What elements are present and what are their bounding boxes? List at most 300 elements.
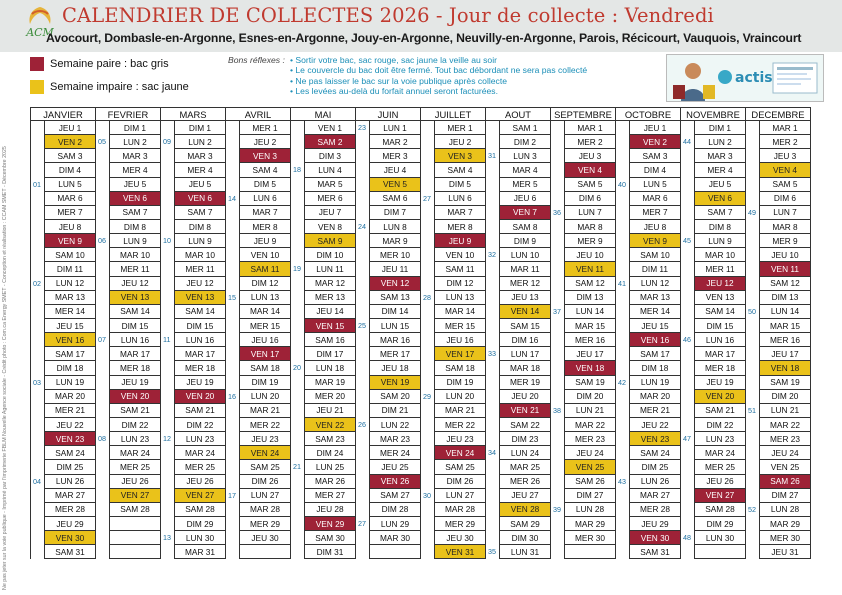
day-cell: SAM 5 (565, 177, 616, 191)
week-cell (486, 121, 500, 135)
day-cell: SAM 28 (110, 502, 161, 516)
day-cell: JEU 19 (175, 375, 226, 389)
collection-day-even: VEN 15 (305, 318, 356, 332)
day-cell: SAM 23 (305, 432, 356, 446)
day-cell: JEU 22 (45, 417, 96, 431)
month-header: MAI (291, 108, 356, 121)
day-cell: MER 7 (630, 205, 681, 219)
collection-day-even: VEN 4 (565, 163, 616, 177)
week-cell (421, 205, 435, 219)
week-cell (291, 502, 305, 516)
week-cell (681, 262, 695, 276)
week-cell (486, 361, 500, 375)
day-cell: LUN 21 (565, 403, 616, 417)
week-cell (226, 135, 240, 149)
legend-odd-swatch (30, 80, 44, 94)
day-cell: MAR 16 (370, 333, 421, 347)
week-cell (616, 149, 630, 163)
week-cell (356, 149, 370, 163)
week-cell (681, 502, 695, 516)
day-cell: LUN 23 (695, 432, 746, 446)
day-cell: SAM 14 (175, 304, 226, 318)
week-cell (486, 318, 500, 332)
calendar-row (31, 135, 811, 149)
collection-day-even: JEU 9 (435, 234, 486, 248)
week-cell (96, 516, 110, 530)
day-cell: SAM 28 (175, 502, 226, 516)
week-cell (226, 545, 240, 559)
calendar-row (31, 205, 811, 219)
week-cell (421, 304, 435, 318)
day-cell: LUN 26 (630, 474, 681, 488)
week-cell (421, 149, 435, 163)
collection-day-odd: VEN 17 (435, 347, 486, 361)
week-cell (161, 347, 175, 361)
week-number: 46 (681, 333, 695, 347)
week-cell (486, 403, 500, 417)
week-cell (356, 135, 370, 149)
calendar-row (31, 474, 811, 488)
week-cell (421, 417, 435, 431)
day-cell: LUN 4 (305, 163, 356, 177)
week-cell (291, 403, 305, 417)
day-cell: MAR 13 (630, 290, 681, 304)
week-cell (291, 205, 305, 219)
week-cell (616, 417, 630, 431)
week-cell (31, 290, 45, 304)
week-cell (161, 304, 175, 318)
day-cell: MER 27 (305, 488, 356, 502)
calendar-row (31, 446, 811, 460)
week-cell (551, 135, 565, 149)
day-cell: DIM 5 (240, 177, 291, 191)
logo-text: ACM (26, 26, 54, 39)
day-cell: JEU 2 (435, 135, 486, 149)
collection-day-even: VEN 30 (630, 531, 681, 545)
day-cell: MAR 21 (240, 403, 291, 417)
day-cell: MAR 29 (760, 516, 811, 530)
day-cell: MAR 24 (695, 446, 746, 460)
week-cell (31, 219, 45, 233)
week-cell (421, 248, 435, 262)
day-cell: SAM 4 (435, 163, 486, 177)
collection-day-odd: VEN 30 (45, 531, 96, 545)
day-cell: JEU 16 (240, 333, 291, 347)
week-cell (421, 545, 435, 559)
week-cell (421, 474, 435, 488)
week-number: 45 (681, 234, 695, 248)
collection-day-odd: VEN 20 (695, 389, 746, 403)
week-cell (486, 135, 500, 149)
week-cell (746, 135, 760, 149)
day-cell: DIM 18 (45, 361, 96, 375)
week-cell (96, 262, 110, 276)
collection-day-even: VEN 12 (370, 276, 421, 290)
day-cell: MAR 8 (760, 219, 811, 233)
week-cell (421, 318, 435, 332)
day-cell: SAM 12 (565, 276, 616, 290)
day-cell: MER 14 (630, 304, 681, 318)
week-cell (356, 290, 370, 304)
week-cell (746, 531, 760, 545)
week-cell (486, 474, 500, 488)
day-cell: JEU 10 (565, 248, 616, 262)
week-cell (96, 219, 110, 233)
day-cell: SAM 19 (565, 375, 616, 389)
week-cell (96, 149, 110, 163)
week-cell (616, 460, 630, 474)
day-cell: LUN 7 (760, 205, 811, 219)
calendar-row (31, 417, 811, 431)
day-cell: DIM 6 (565, 191, 616, 205)
week-cell (421, 333, 435, 347)
week-cell (616, 191, 630, 205)
week-cell (421, 516, 435, 530)
week-cell (96, 545, 110, 559)
day-cell: LUN 30 (175, 531, 226, 545)
week-cell (291, 347, 305, 361)
day-cell: DIM 15 (695, 318, 746, 332)
collection-day-even: VEN 29 (305, 516, 356, 530)
week-cell (616, 545, 630, 559)
calendar-row (31, 545, 811, 559)
week-cell (616, 304, 630, 318)
week-number: 25 (356, 318, 370, 332)
week-cell (746, 262, 760, 276)
day-cell: MER 8 (435, 219, 486, 233)
day-cell: VEN 10 (435, 248, 486, 262)
day-cell: MER 14 (45, 304, 96, 318)
day-cell: MER 21 (45, 403, 96, 417)
week-cell (161, 502, 175, 516)
week-cell (96, 304, 110, 318)
week-cell (486, 502, 500, 516)
week-cell (291, 531, 305, 545)
week-cell (226, 333, 240, 347)
week-cell (31, 389, 45, 403)
day-cell: MAR 17 (175, 347, 226, 361)
day-cell: MER 18 (110, 361, 161, 375)
day-cell: DIM 4 (45, 163, 96, 177)
week-cell (681, 177, 695, 191)
day-cell: MAR 5 (305, 177, 356, 191)
day-cell: MER 9 (565, 234, 616, 248)
day-cell: JEU 26 (695, 474, 746, 488)
collection-day-odd: VEN 31 (435, 545, 486, 559)
week-cell (551, 474, 565, 488)
week-cell (96, 290, 110, 304)
week-cell (356, 375, 370, 389)
week-number: 34 (486, 446, 500, 460)
collection-day-odd: VEN 18 (760, 361, 811, 375)
day-cell: LUN 23 (110, 432, 161, 446)
week-cell (356, 474, 370, 488)
calendar-row (31, 149, 811, 163)
week-cell (616, 262, 630, 276)
day-cell: MAR 31 (175, 545, 226, 559)
week-cell (681, 474, 695, 488)
day-cell: DIM 22 (175, 417, 226, 431)
week-cell (616, 333, 630, 347)
day-cell: JEU 15 (630, 318, 681, 332)
day-cell: MAR 22 (565, 417, 616, 431)
day-cell: DIM 13 (760, 290, 811, 304)
week-cell (161, 375, 175, 389)
day-cell: DIM 19 (240, 375, 291, 389)
week-cell (226, 446, 240, 460)
week-number: 03 (31, 375, 45, 389)
week-cell (96, 375, 110, 389)
month-header: AVRIL (226, 108, 291, 121)
week-cell (356, 432, 370, 446)
day-cell: MER 18 (695, 361, 746, 375)
day-cell: DIM 29 (175, 516, 226, 530)
week-cell (96, 389, 110, 403)
week-cell (31, 446, 45, 460)
week-cell (616, 219, 630, 233)
empty-cell (695, 545, 746, 559)
week-cell (96, 361, 110, 375)
week-cell (96, 276, 110, 290)
collection-day-even: VEN 9 (45, 234, 96, 248)
week-cell (551, 432, 565, 446)
week-cell (681, 304, 695, 318)
week-number: 11 (161, 333, 175, 347)
day-cell: MAR 26 (305, 474, 356, 488)
week-cell (486, 262, 500, 276)
day-cell: LUN 16 (110, 333, 161, 347)
week-cell (161, 121, 175, 135)
week-cell (291, 318, 305, 332)
day-cell: MER 8 (240, 219, 291, 233)
month-header: JUIN (356, 108, 421, 121)
collection-day-odd: VEN 6 (695, 191, 746, 205)
day-cell: SAM 8 (500, 219, 551, 233)
day-cell: DIM 20 (565, 389, 616, 403)
week-cell (31, 502, 45, 516)
week-cell (551, 389, 565, 403)
week-cell (31, 318, 45, 332)
day-cell: DIM 11 (630, 262, 681, 276)
day-cell: MER 11 (110, 262, 161, 276)
day-cell: JEU 7 (305, 205, 356, 219)
day-cell: SAM 13 (370, 290, 421, 304)
day-cell: SAM 5 (760, 177, 811, 191)
week-cell (96, 502, 110, 516)
calendar-row (31, 460, 811, 474)
day-cell: DIM 24 (305, 446, 356, 460)
day-cell: LUN 13 (240, 290, 291, 304)
calendar-row (31, 121, 811, 135)
day-cell: SAM 19 (760, 375, 811, 389)
week-cell (421, 347, 435, 361)
collection-day-odd: VEN 24 (240, 446, 291, 460)
day-cell: MER 15 (435, 318, 486, 332)
day-cell: MAR 13 (45, 290, 96, 304)
day-cell: LUN 2 (695, 135, 746, 149)
week-cell (486, 531, 500, 545)
week-number: 27 (356, 516, 370, 530)
week-cell (421, 121, 435, 135)
calendar-row (31, 502, 811, 516)
week-cell (291, 290, 305, 304)
day-cell: DIM 31 (305, 545, 356, 559)
week-cell (96, 446, 110, 460)
collection-day-even: VEN 16 (630, 333, 681, 347)
week-cell (746, 474, 760, 488)
day-cell: LUN 10 (500, 248, 551, 262)
week-number: 05 (96, 135, 110, 149)
day-cell: MAR 29 (565, 516, 616, 530)
week-cell (226, 318, 240, 332)
week-cell (356, 361, 370, 375)
day-cell: JEU 29 (630, 516, 681, 530)
week-cell (421, 432, 435, 446)
week-cell (356, 262, 370, 276)
day-cell: LUN 27 (240, 488, 291, 502)
week-number: 37 (551, 304, 565, 318)
day-cell: MAR 24 (110, 446, 161, 460)
week-cell (486, 417, 500, 431)
week-cell (31, 135, 45, 149)
week-cell (291, 135, 305, 149)
week-cell (746, 219, 760, 233)
day-cell: DIM 12 (240, 276, 291, 290)
day-cell: MAR 17 (110, 347, 161, 361)
day-cell: MER 29 (240, 516, 291, 530)
day-cell: MAR 3 (110, 149, 161, 163)
day-cell: MAR 24 (175, 446, 226, 460)
week-cell (161, 417, 175, 431)
day-cell: MER 4 (110, 163, 161, 177)
week-cell (551, 276, 565, 290)
day-cell: LUN 1 (370, 121, 421, 135)
day-cell: SAM 12 (760, 276, 811, 290)
week-cell (746, 333, 760, 347)
week-cell (616, 361, 630, 375)
week-number: 14 (226, 191, 240, 205)
day-cell: MAR 1 (565, 121, 616, 135)
day-cell: SAM 11 (435, 262, 486, 276)
week-cell (226, 375, 240, 389)
week-cell (681, 403, 695, 417)
week-cell (746, 149, 760, 163)
week-cell (96, 417, 110, 431)
day-cell: LUN 21 (760, 403, 811, 417)
week-number: 39 (551, 502, 565, 516)
week-number: 06 (96, 234, 110, 248)
day-cell: SAM 29 (500, 516, 551, 530)
week-cell (746, 163, 760, 177)
week-cell (616, 403, 630, 417)
week-cell (681, 290, 695, 304)
week-cell (551, 121, 565, 135)
week-cell (31, 205, 45, 219)
week-number: 02 (31, 276, 45, 290)
day-cell: SAM 3 (45, 149, 96, 163)
day-cell: DIM 8 (110, 219, 161, 233)
week-cell (551, 177, 565, 191)
week-number: 04 (31, 474, 45, 488)
day-cell: LUN 25 (305, 460, 356, 474)
collection-day-even: VEN 23 (45, 432, 96, 446)
collection-day-even: VEN 6 (175, 191, 226, 205)
calendar-row (31, 219, 811, 233)
week-cell (551, 545, 565, 559)
day-cell: JEU 29 (45, 516, 96, 530)
week-cell (681, 347, 695, 361)
day-cell: SAM 25 (435, 460, 486, 474)
day-cell: MER 19 (500, 375, 551, 389)
day-cell: LUN 24 (500, 446, 551, 460)
collection-day-even: VEN 26 (370, 474, 421, 488)
day-cell: MER 2 (565, 135, 616, 149)
week-cell (616, 205, 630, 219)
week-cell (291, 177, 305, 191)
legend-odd-label: Semaine impaire : sac jaune (50, 81, 189, 93)
day-cell: MER 28 (45, 502, 96, 516)
week-cell (226, 531, 240, 545)
day-cell: VEN 25 (760, 460, 811, 474)
day-cell: LUN 30 (695, 531, 746, 545)
day-cell: MER 3 (370, 149, 421, 163)
week-cell (681, 191, 695, 205)
calendar-row (31, 276, 811, 290)
week-cell (551, 318, 565, 332)
week-cell (291, 191, 305, 205)
week-number: 12 (161, 432, 175, 446)
week-cell (616, 290, 630, 304)
day-cell: MER 30 (565, 531, 616, 545)
week-cell (31, 347, 45, 361)
collection-day-odd: VEN 19 (370, 375, 421, 389)
week-cell (96, 488, 110, 502)
day-cell: DIM 13 (565, 290, 616, 304)
week-cell (616, 446, 630, 460)
week-cell (226, 347, 240, 361)
week-cell (161, 460, 175, 474)
week-cell (746, 191, 760, 205)
week-cell (356, 502, 370, 516)
day-cell: MER 13 (305, 290, 356, 304)
week-cell (226, 502, 240, 516)
week-cell (356, 205, 370, 219)
day-cell: MER 11 (175, 262, 226, 276)
week-cell (291, 234, 305, 248)
day-cell: SAM 21 (695, 403, 746, 417)
day-cell: DIM 28 (370, 502, 421, 516)
day-cell: LUN 26 (45, 474, 96, 488)
week-cell (291, 375, 305, 389)
day-cell: SAM 14 (695, 304, 746, 318)
week-cell (551, 516, 565, 530)
day-cell: JEU 19 (695, 375, 746, 389)
week-cell (486, 205, 500, 219)
day-cell: MAR 10 (695, 248, 746, 262)
day-cell: MAR 30 (370, 531, 421, 545)
week-cell (226, 460, 240, 474)
week-cell (96, 248, 110, 262)
day-cell: SAM 24 (45, 446, 96, 460)
week-cell (226, 177, 240, 191)
week-cell (226, 205, 240, 219)
day-cell: JEU 30 (435, 531, 486, 545)
day-cell: SAM 7 (175, 205, 226, 219)
week-cell (421, 234, 435, 248)
week-cell (421, 361, 435, 375)
calendar-row (31, 290, 811, 304)
week-cell (31, 417, 45, 431)
